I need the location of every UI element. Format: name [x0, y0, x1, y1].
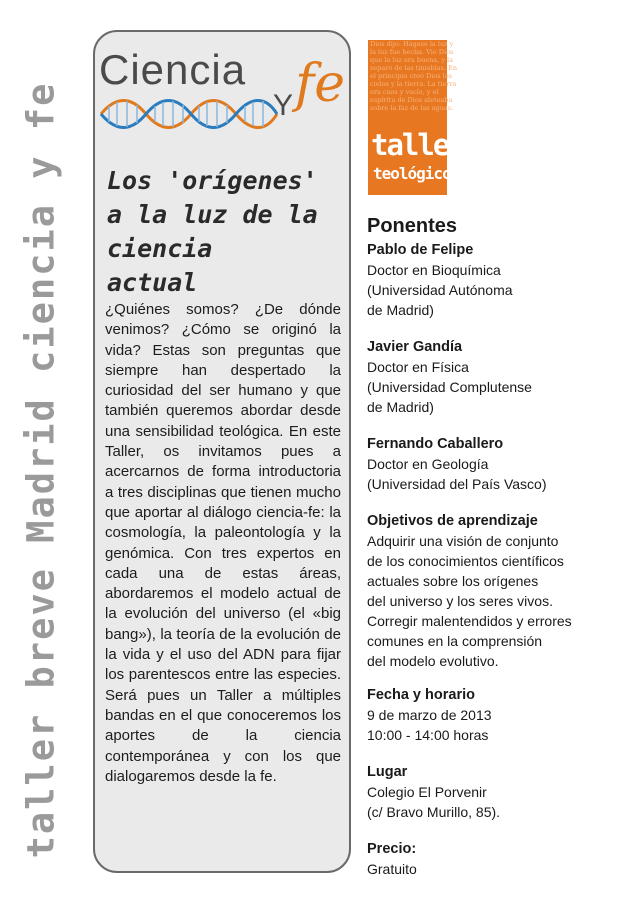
speaker-detail: Doctor en Geología: [367, 456, 489, 472]
heading-line: actual: [107, 268, 198, 297]
objetivos-block: [367, 511, 617, 671]
objetivos-line: de los conocimientos científicos: [367, 553, 564, 569]
vertical-title-text: taller breve Madrid ciencia y fe: [19, 81, 63, 859]
objetivos-line: Corregir malentendidos y errores: [367, 613, 572, 629]
ponentes-title: Ponentes: [367, 215, 458, 237]
taller-teologico-badge: [368, 40, 464, 195]
ciencia-y-fe-logo: [95, 44, 353, 144]
lugar-block: [367, 762, 617, 822]
panel-heading: [107, 164, 347, 300]
speaker-detail: Doctor en Bioquímica: [367, 262, 501, 278]
lugar-name: Colegio El Porvenir: [367, 784, 487, 800]
speaker-block: [367, 337, 617, 417]
lugar-address: (c/ Bravo Murillo, 85).: [367, 804, 501, 820]
fecha-title: Fecha y horario: [367, 687, 475, 703]
badge-word-teologico: teológico: [373, 164, 451, 183]
objetivos-line: actuales sobre los orígenes: [367, 573, 539, 589]
objetivos-line: Adquirir una visión de conjunto: [367, 533, 559, 549]
event-info-column: [367, 214, 617, 879]
fecha-time: 10:00 - 14:00 horas: [367, 727, 489, 743]
objetivos-title: Objetivos de aprendizaje: [367, 513, 538, 529]
speaker-detail: (Universidad del País Vasco): [367, 476, 547, 492]
speaker-name: Fernando Caballero: [367, 436, 504, 452]
lugar-title: Lugar: [367, 764, 408, 780]
objetivos-line: comunes en la comprensión: [367, 633, 543, 649]
description-panel: [93, 30, 351, 873]
speaker-detail: de Madrid): [367, 302, 434, 318]
speaker-name: Javier Gandía: [367, 339, 463, 355]
logo-word-y: Y: [273, 89, 294, 122]
fecha-date: 9 de marzo de 2013: [367, 707, 492, 723]
speaker-block: [367, 434, 617, 494]
logo-word-ciencia: Ciencia: [99, 46, 247, 93]
vertical-title: [6, 81, 76, 859]
precio-value: Gratuito: [367, 861, 417, 877]
heading-line: Los 'orígenes': [107, 166, 318, 195]
heading-line: a la luz de la ciencia: [107, 200, 318, 263]
objetivos-line: del modelo evolutivo.: [367, 653, 499, 669]
precio-block: [367, 839, 617, 879]
speaker-name: Pablo de Felipe: [367, 242, 474, 258]
speaker-detail: Doctor en Física: [367, 359, 469, 375]
badge-word-taller: taller: [371, 128, 464, 162]
fecha-block: [367, 685, 617, 745]
precio-title: Precio:: [367, 841, 417, 857]
badge-texture: Dios dijo: Hágase la luz y la luz fue hecha. Vio Dios que la luz era buena, y la separó de las tinieblas. En el principio creó Dios los cielos y la tierra. La tierra era caos y vacío, y el espíritu de Dios aleteaba sobre la faz de las aguas.: [370, 40, 458, 112]
dna-helix-icon: [99, 94, 279, 134]
speaker-detail: de Madrid): [367, 399, 434, 415]
panel-body-text: ¿Quiénes somos? ¿De dónde venimos? ¿Cómo se originó la vida? Estas son preguntas que siempre han despertado la curiosidad del ser humano y que también queremos abordar desde una sensibilidad teológica. En este Taller, os invitamos pues a acercarnos de forma introductoria a tres disciplinas que tienen mucho que aportar al diálogo ciencia-fe: la cosmología, la paleontología y la genómica. Con tres expertos en cada una de estas áreas, abordaremos el modelo actual de la evolución del universo (el «big bang»), la teoría de la evolución de la vida y el uso del ADN para fijar los parentescos entre las especies. Será pues un Taller a múltiples bandas en el que conoceremos los aportes de la ciencia contemporánea y con los que dialogaremos desde la fe.: [105, 301, 341, 785]
logo-word-fe: fe: [295, 54, 346, 114]
speaker-block: [367, 240, 617, 320]
speaker-detail: (Universidad Autónoma: [367, 282, 513, 298]
objetivos-line: del universo y los seres vivos.: [367, 593, 553, 609]
speaker-detail: (Universidad Complutense: [367, 379, 532, 395]
